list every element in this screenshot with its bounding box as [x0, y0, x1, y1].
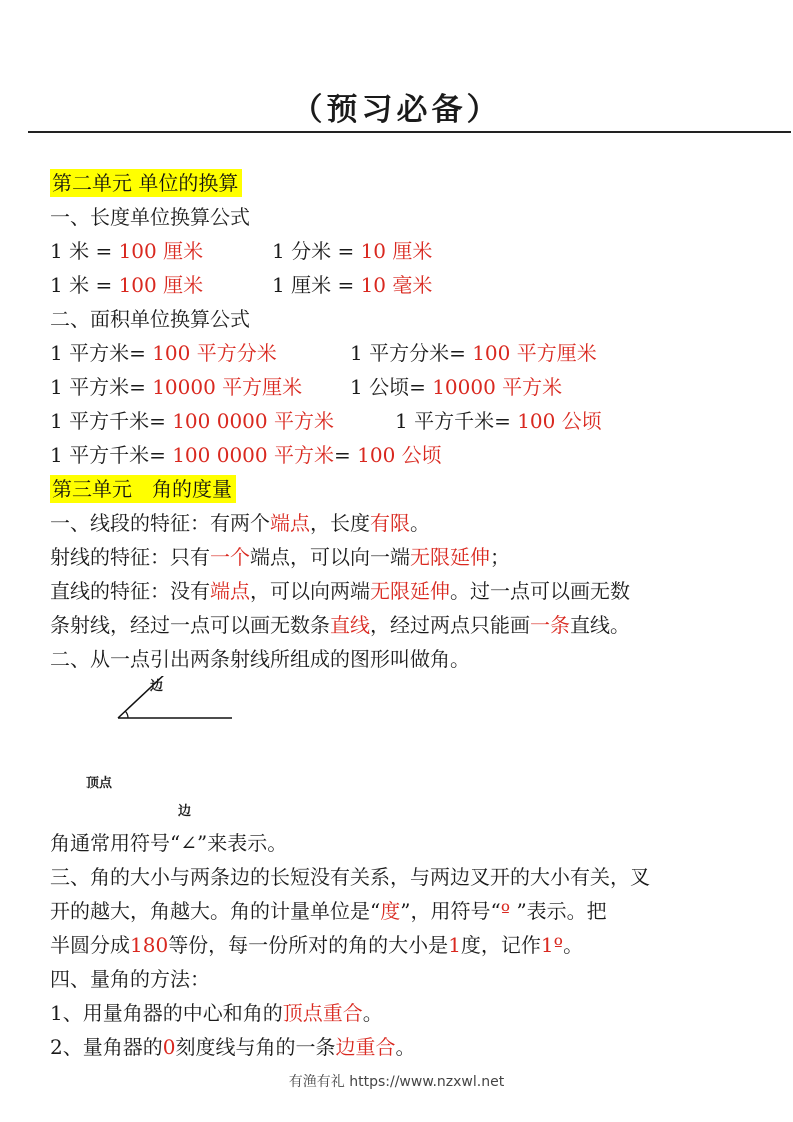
paragraph-line: 三、角的大小与两条边的长短没有关系，与两边叉开的大小有关，叉: [50, 865, 650, 889]
paragraph-line: 角通常用符号“∠”来表示。: [50, 831, 288, 855]
area-row: [50, 336, 750, 370]
title-divider: [28, 131, 791, 133]
angle-figure: [50, 676, 350, 826]
angle-diagram: [50, 676, 350, 826]
area-row: [50, 370, 750, 404]
page-title: （预习必备）: [291, 92, 502, 128]
formula-cell: 1 米 = 100 厘米: [50, 239, 204, 263]
angle-arc: [125, 711, 128, 718]
paragraph-line: 1、用量角器的中心和角的顶点重合。: [50, 1001, 383, 1025]
unit3-heading: 第三单元 角的度量: [50, 475, 236, 503]
length-row: [50, 268, 750, 302]
paragraph-line: 二、从一点引出两条射线所组成的图形叫做角。: [50, 647, 470, 671]
formula-cell: 1 厘米 = 10 毫米: [272, 273, 433, 297]
formula-cell: 1 平方分米= 100 平方厘米: [350, 341, 597, 365]
edge-label: 边: [178, 804, 192, 819]
unit3-heading-line: [50, 472, 750, 506]
formula-cell: 1 平方米= 100 平方分米: [50, 341, 277, 365]
paragraph-line: 射线的特征：只有一个端点，可以向一端无限延伸；: [50, 545, 510, 569]
area-row: 1 平方千米= 100 0000 平方米= 100 公顷: [50, 443, 442, 467]
length-row: [50, 234, 750, 268]
formula-cell: 1 公顷= 10000 平方米: [350, 375, 563, 399]
vertex-label: 顶点: [86, 776, 113, 791]
formula-cell: 1 米 = 100 厘米: [50, 273, 204, 297]
length-title: 一、长度单位换算公式: [50, 205, 250, 229]
paragraph-line: 直线的特征：没有端点，可以向两端无限延伸。过一点可以画无数: [50, 579, 630, 603]
unit2-heading-line: [50, 166, 750, 200]
area-row: [50, 404, 750, 438]
area-title: 二、面积单位换算公式: [50, 307, 250, 331]
paragraph-line: 半圆分成180等份，每一份所对的角的大小是1度，记作1º。: [50, 933, 584, 957]
paragraph-line: 四、量角的方法：: [50, 967, 210, 991]
paragraph-line: 2、量角器的0刻度线与角的一条边重合。: [50, 1035, 416, 1059]
paragraph-line: 开的越大，角越大。角的计量单位是“度”，用符号“º ”表示。把: [50, 899, 607, 923]
formula-cell: 1 分米 = 10 厘米: [272, 239, 433, 263]
content: [50, 166, 750, 1064]
paragraph-line: 一、线段的特征：有两个端点，长度有限。: [50, 511, 430, 535]
formula-cell: 1 平方千米= 100 公顷: [395, 409, 602, 433]
unit2-heading: 第二单元 单位的换算: [50, 169, 242, 197]
formula-cell: 1 平方米= 10000 平方厘米: [50, 375, 303, 399]
formula-cell: 1 平方千米= 100 0000 平方米: [50, 409, 334, 433]
edge-label: 边: [150, 679, 164, 694]
paragraph-line: 条射线，经过一点可以画无数条直线，经过两点只能画一条直线。: [50, 613, 630, 637]
footer-watermark: 有渔有礼 https://www.nzxwl.net: [288, 1074, 505, 1090]
